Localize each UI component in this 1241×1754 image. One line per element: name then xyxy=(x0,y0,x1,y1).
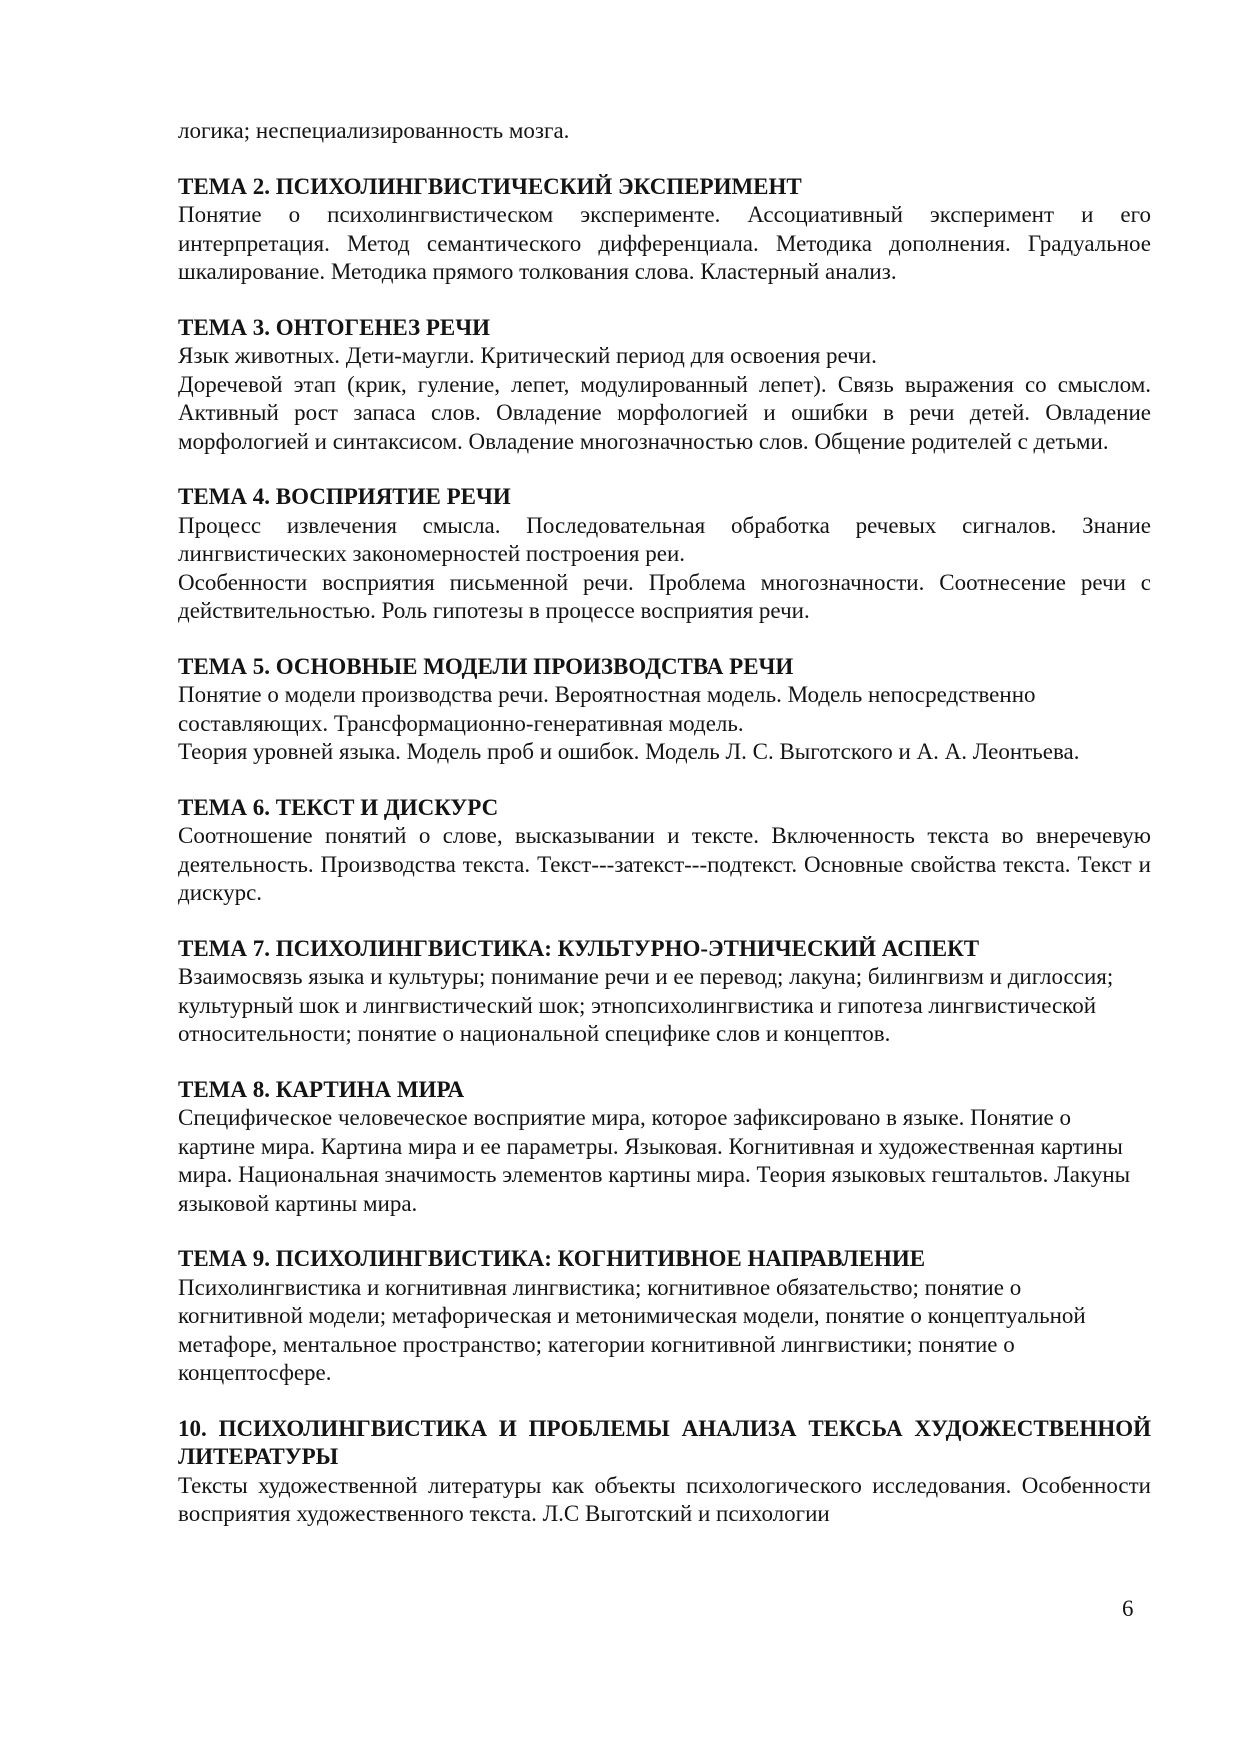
topic-2 xyxy=(178,173,1151,287)
topic-7 xyxy=(178,935,1151,1049)
topic-paragraph: Язык животных. Дети-маугли. Критический период для освоения речи. xyxy=(178,343,877,368)
topic-paragraph: Понятие о психолингвистическом эксперименте. Ассоциативный эксперимент и его интерпретация. Метод семантического дифференциала. Методика дополнения. Градуальное шкалирование. Методика прямого толкования слова. Кластерный анализ. xyxy=(178,202,1151,284)
topic-paragraph: Психолингвистика и когнитивная лингвистика; когнитивное обязательство; понятие о когнитивной модели; метафорическая и метонимическая модели, понятие о концептуальной метафоре, ментальное пространство; категории когнитивной лингвистики; понятие о концептосфере. xyxy=(178,1274,1086,1385)
topic-paragraph: Особенности восприятия письменной речи. Проблема многозначности. Соотнесение речи с действительностью. Роль гипотезы в процессе восприятия речи. xyxy=(178,569,1151,623)
topic-paragraph: Теория уровней языка. Модель проб и ошибок. Модель Л. С. Выготского и А. А. Леонтьева. xyxy=(178,739,1080,764)
topic-title: ТЕМА 5. ОСНОВНЫЕ МОДЕЛИ ПРОИЗВОДСТВА РЕЧИ xyxy=(178,653,794,679)
topic-paragraph: Понятие о модели производства речи. Вероятностная модель. Модель непосредственно составляющих. Трансформационно-генеративная модель. xyxy=(178,682,1036,736)
page-content xyxy=(178,117,1151,1529)
topic-paragraph: Доречевой этап (крик, гуление, лепет, модулированный лепет). Связь выражения со смыслом. Активный рост запаса слов. Овладение морфологией и ошибки в речи детей. Овладение морфологией и синтаксисом. Овладение многозначностью слов. Общение родителей с детьми. xyxy=(178,371,1151,454)
topic-title: ТЕМА 8. КАРТИНА МИРА xyxy=(178,1076,465,1102)
page-number: 6 xyxy=(1122,1596,1134,1621)
topic-5 xyxy=(178,653,1151,767)
topic-paragraph: Соотношение понятий о слове, высказывании и тексте. Включенность текста во внеречевую деятельность. Производства текста. Текст---затекст---подтекст. Основные свойства текста. Текст и дискурс. xyxy=(178,823,1151,905)
topic-10 xyxy=(178,1415,1151,1529)
topic-paragraph: Процесс извлечения смысла. Последовательная обработка речевых сигналов. Знание лингвистических закономерностей построения реи. xyxy=(178,512,1151,566)
topic-title: ТЕМА 7. ПСИХОЛИНГВИСТИКА: КУЛЬТУРНО-ЭТНИЧЕСКИЙ АСПЕКТ xyxy=(178,935,980,961)
topic-paragraph: Взаимосвязь языка и культуры; понимание речи и ее перевод; лакуна; билингвизм и диглоссия; культурный шок и лингвистический шок; этнопсихолингвистика и гипотеза лингвистической относительности; понятие о национальной специфике слов и концептов. xyxy=(178,964,1114,1046)
topic-4 xyxy=(178,483,1151,626)
topic-title: ТЕМА 9. ПСИХОЛИНГВИСТИКА: КОГНИТИВНОЕ НАПРАВЛЕНИЕ xyxy=(178,1246,926,1271)
topic-paragraph: Специфическое человеческое восприятие мира, которое зафиксировано в языке. Понятие о картине мира. Картина мира и ее параметры. Языковая. Когнитивная и художественная картины мира. Национальная значимость элементов картины мира. Теория языковых гештальтов. Лакуны языковой картины мира. xyxy=(178,1105,1131,1216)
topic-8 xyxy=(178,1076,1151,1219)
topic-3 xyxy=(178,314,1151,457)
topic-9 xyxy=(178,1245,1151,1388)
topic-title: ТЕМА 6. ТЕКСТ И ДИСКУРС xyxy=(178,794,499,820)
topic-title: 10. ПСИХОЛИНГВИСТИКА И ПРОБЛЕМЫ АНАЛИЗА ТЕКСЬА ХУДОЖЕСТВЕННОЙ ЛИТЕРАТУРЫ xyxy=(178,1415,1151,1469)
intro-text: логика; неспециализированность мозга. xyxy=(178,118,570,143)
topic-6 xyxy=(178,794,1151,908)
topic-title: ТЕМА 2. ПСИХОЛИНГВИСТИЧЕСКИЙ ЭКСПЕРИМЕНТ xyxy=(178,173,802,199)
topic-title: ТЕМА 4. ВОСПРИЯТИЕ РЕЧИ xyxy=(178,484,511,509)
topic-title: ТЕМА 3. ОНТОГЕНЕЗ РЕЧИ xyxy=(178,314,490,340)
topic-paragraph: Тексты художественной литературы как объекты психологического исследования. Особенности восприятия художественного текста. Л.С Выготский и психологии xyxy=(178,1472,1151,1526)
